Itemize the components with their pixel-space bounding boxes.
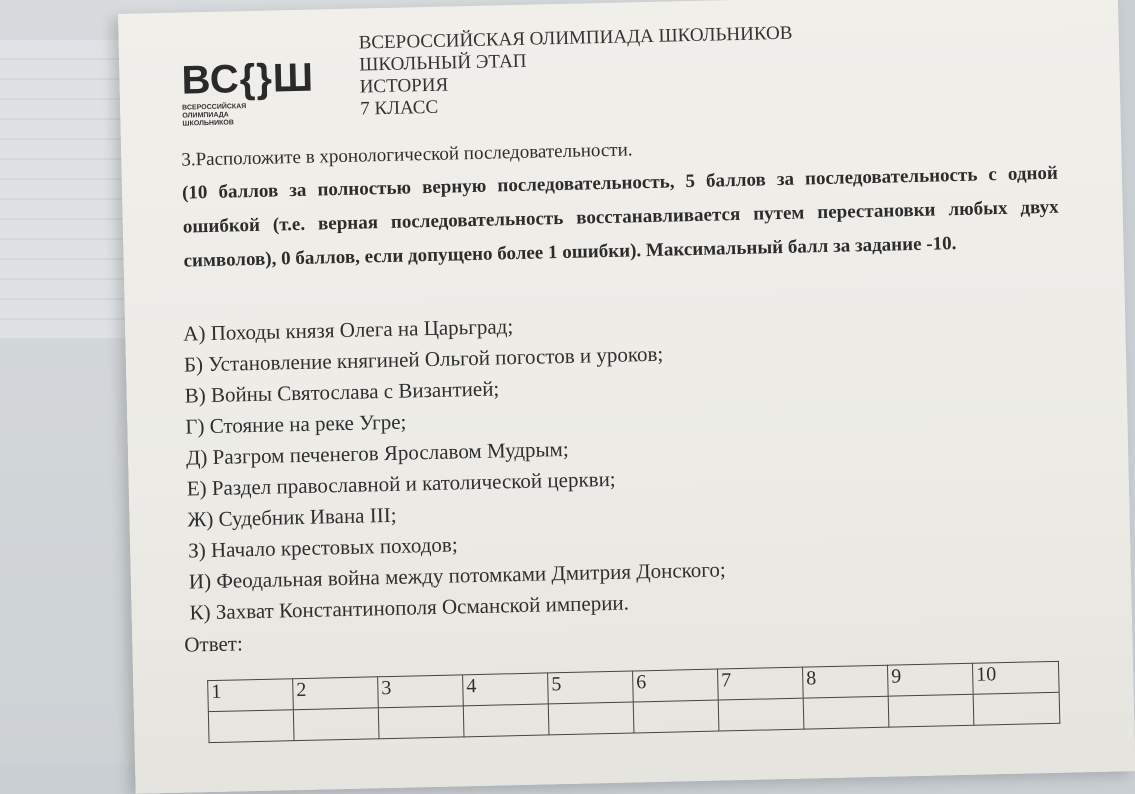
answer-column-number: 8 [802, 665, 888, 698]
answer-cell[interactable] [803, 696, 889, 729]
task-title: 3.Расположите в хронологической последовательности. [181, 139, 633, 171]
logo-subtitle: ВСЕРОССИЙСКАЯ ОЛИМПИАДА ШКОЛЬНИКОВ [182, 103, 247, 128]
answer-cell[interactable] [293, 708, 379, 741]
olympiad-sheet [118, 0, 1135, 794]
answer-column-number: 4 [463, 673, 549, 706]
header-line-olympiad: ВСЕРОССИЙСКАЯ ОЛИМПИАДА ШКОЛЬНИКОВ [358, 22, 793, 54]
answer-column-number: 6 [633, 669, 719, 702]
header-line-stage: ШКОЛЬНЫЙ ЭТАП [358, 50, 527, 76]
list-item: Е) Раздел православной и католической церкви; [186, 466, 616, 501]
sheet-header [358, 23, 794, 121]
answer-column-number: 7 [718, 667, 804, 700]
answer-column-number: 3 [378, 675, 464, 708]
header-line-subject: ИСТОРИЯ [359, 74, 449, 98]
task-block [181, 129, 1064, 279]
list-item: А) Походы князя Олега на Царьград; [182, 314, 514, 346]
answer-column-number: 2 [293, 677, 379, 710]
answer-cell[interactable] [378, 706, 464, 739]
answer-cell[interactable] [718, 698, 804, 731]
list-item: Б) Установление княгиней Ольгой погостов и уроков; [183, 341, 664, 377]
answer-cell[interactable] [463, 704, 549, 737]
answer-cell[interactable] [973, 692, 1060, 725]
list-item: В) Войны Святослава с Византией; [184, 376, 500, 408]
vsosh-logo: ВС{}Ш [181, 55, 315, 103]
list-item: Г) Стояние на реке Угре; [185, 409, 407, 439]
list-item: Ж) Судебник Ивана III; [187, 502, 397, 532]
answer-cell[interactable] [548, 702, 634, 735]
list-item: З) Начало крестовых походов; [187, 532, 458, 563]
task-scoring-rules: (10 баллов за полностью верную последовательность, 5 баллов за последовательность с одной ошибкой (т.е. верная последовательность восстанавливается путем перестановки любых двух символов), 0 баллов, если допущено более 1 ошибки). Максимальный балл за задание -10. [181, 162, 1059, 272]
answer-column-number: 10 [972, 661, 1059, 694]
answer-table [207, 661, 1060, 743]
answer-cell[interactable] [888, 694, 974, 727]
answer-label: Ответ: [184, 631, 244, 657]
answer-column-number: 5 [548, 671, 634, 704]
answer-column-number: 9 [887, 663, 973, 696]
answer-column-number: 1 [208, 679, 294, 712]
list-item: Д) Разгром печенегов Ярославом Мудрым; [185, 436, 569, 470]
header-line-grade: 7 КЛАСС [359, 96, 439, 120]
background-paper [0, 40, 130, 340]
list-item: К) Захват Константинополя Османской империи. [189, 590, 630, 625]
answer-cell[interactable] [633, 700, 719, 733]
event-list [183, 299, 1070, 629]
list-item: И) Феодальная война между потомками Дмитрия Донского; [188, 557, 726, 594]
answer-cell[interactable] [208, 710, 294, 743]
